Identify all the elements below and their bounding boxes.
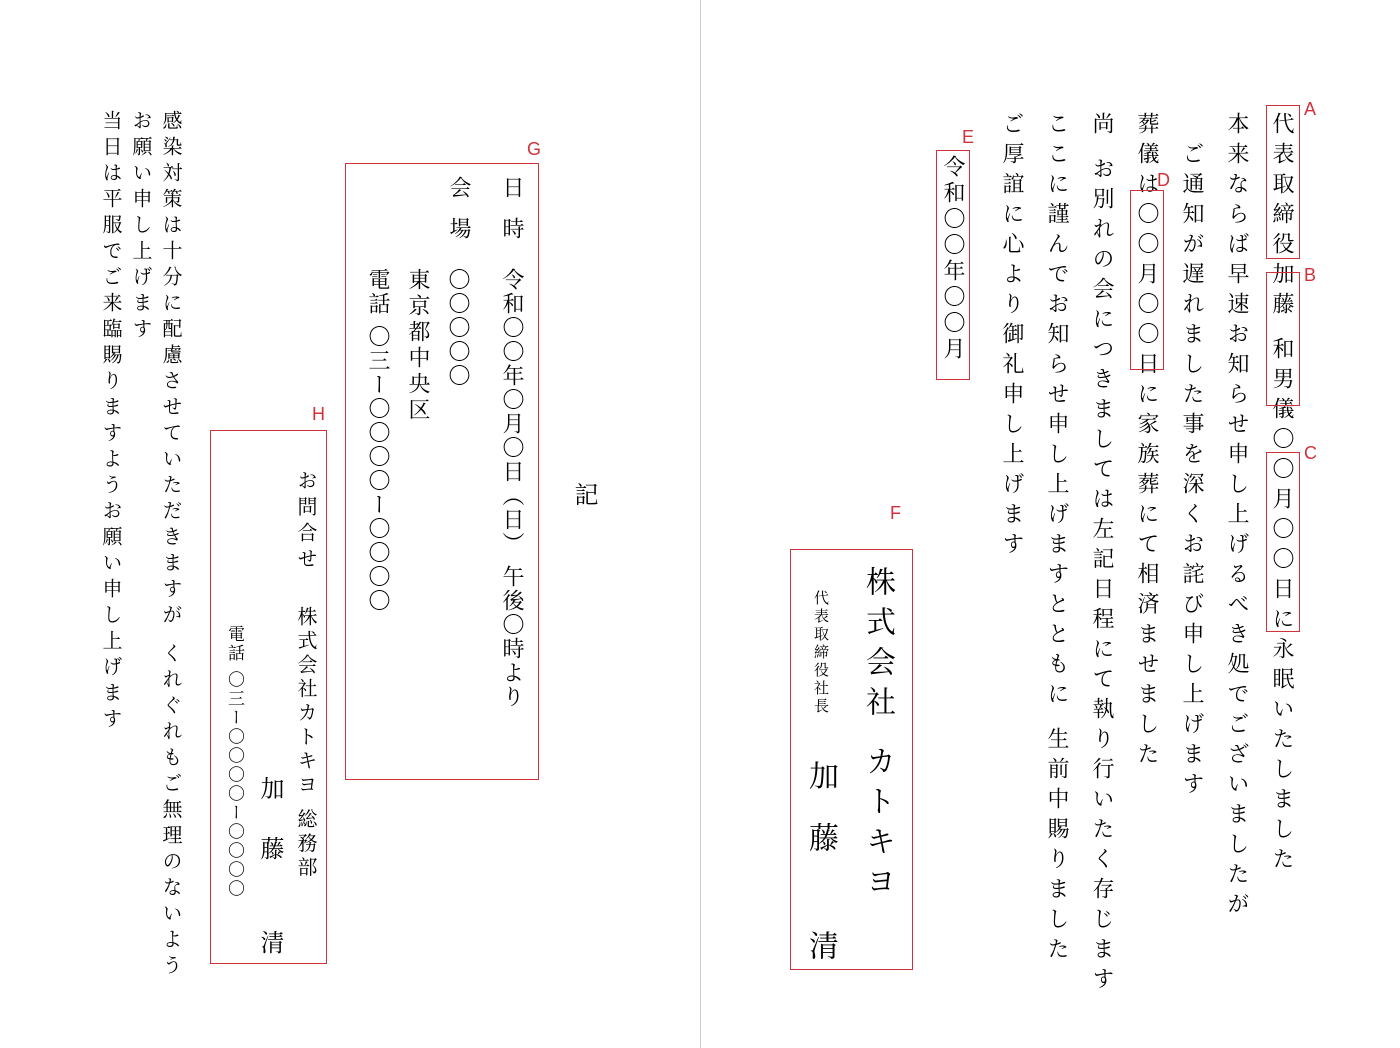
sender-title: 代表取締役社長 <box>812 590 830 716</box>
marker-b: B <box>1304 265 1317 285</box>
letter-line: ここに謹んでお知らせ申し上げますとともに 生前中賜りました <box>1044 112 1069 967</box>
venue-name: 〇〇〇〇〇 <box>445 268 470 388</box>
marker-d: D <box>1157 170 1170 190</box>
venue-phone: 電話 〇三ー〇〇〇〇ー〇〇〇〇 <box>365 268 390 613</box>
note-line: 感染対策は十分に配慮させていただきますが くれぐれもご無理のないよう <box>159 110 183 981</box>
funeral-date: 〇〇月〇〇日 <box>1134 202 1159 382</box>
highlight-box-c <box>1266 452 1300 632</box>
sender-name-family: 藤 <box>803 822 838 862</box>
marker-c: C <box>1304 443 1317 463</box>
death-date: 〇〇月〇〇日 <box>1269 427 1294 607</box>
venue-label: 会 場 <box>446 176 471 245</box>
page-fold-line <box>700 0 701 1048</box>
letter-line: ご通知が遅れました事を深くお詫び申し上げます <box>1179 142 1204 802</box>
sender-company: 株式会社 カトキヨ <box>860 566 895 906</box>
letter-line: ご厚誼に心より御礼申し上げます <box>999 112 1024 562</box>
inquiry-phone: 電話 〇三ー〇〇〇〇ー〇〇〇〇 <box>224 625 244 899</box>
sender-name-family: 加 <box>803 760 838 800</box>
passed-away-text: に永眠いたしました <box>1269 607 1294 877</box>
ki-heading: 記 <box>570 482 598 514</box>
marker-a: A <box>1304 99 1317 119</box>
marker-h: H <box>312 404 325 424</box>
datetime-label: 日 時 <box>499 176 524 245</box>
marker-g: G <box>527 139 542 159</box>
highlight-box-d <box>1130 190 1164 370</box>
inquiry-label: お問合せ <box>294 470 318 574</box>
highlight-box-f <box>790 549 913 970</box>
highlight-box-a <box>1266 105 1300 259</box>
letter-line: 尚 お別れの会につきましては左記日程にて執り行いたく存じます <box>1089 112 1114 997</box>
inquiry-name-family: 加 <box>256 776 284 808</box>
marker-e: E <box>962 127 975 147</box>
inquiry-name-given: 清 <box>256 930 284 962</box>
letter-date: 令和〇〇年〇〇月 <box>940 155 965 363</box>
deceased-title: 代表取締役 <box>1269 112 1294 262</box>
datetime-value: 令和〇〇年〇月〇日（日） 午後〇時より <box>499 268 524 709</box>
deceased-name: 加藤 和男儀 <box>1269 262 1294 427</box>
highlight-box-g <box>345 163 539 780</box>
inquiry-company: 株式会社カトキヨ 総務部 <box>294 606 318 881</box>
sender-name-given: 清 <box>803 930 838 970</box>
marker-f: F <box>890 503 901 523</box>
venue-address: 東京都中央区 <box>405 268 430 424</box>
letter-line: 本来ならば早速お知らせ申し上げるべき処でございましたが <box>1224 112 1249 922</box>
highlight-box-b <box>1266 272 1300 406</box>
highlight-box-e <box>936 150 970 380</box>
funeral-label: 葬儀は <box>1134 112 1159 202</box>
inquiry-name-family: 藤 <box>256 836 284 868</box>
funeral-text: に家族葬にて相済ませました <box>1134 382 1159 772</box>
note-line: お願い申し上げます <box>129 110 153 344</box>
highlight-box-h <box>210 430 327 964</box>
note-line: 当日は平服でご来臨賜りますようお願い申し上げます <box>99 110 123 734</box>
